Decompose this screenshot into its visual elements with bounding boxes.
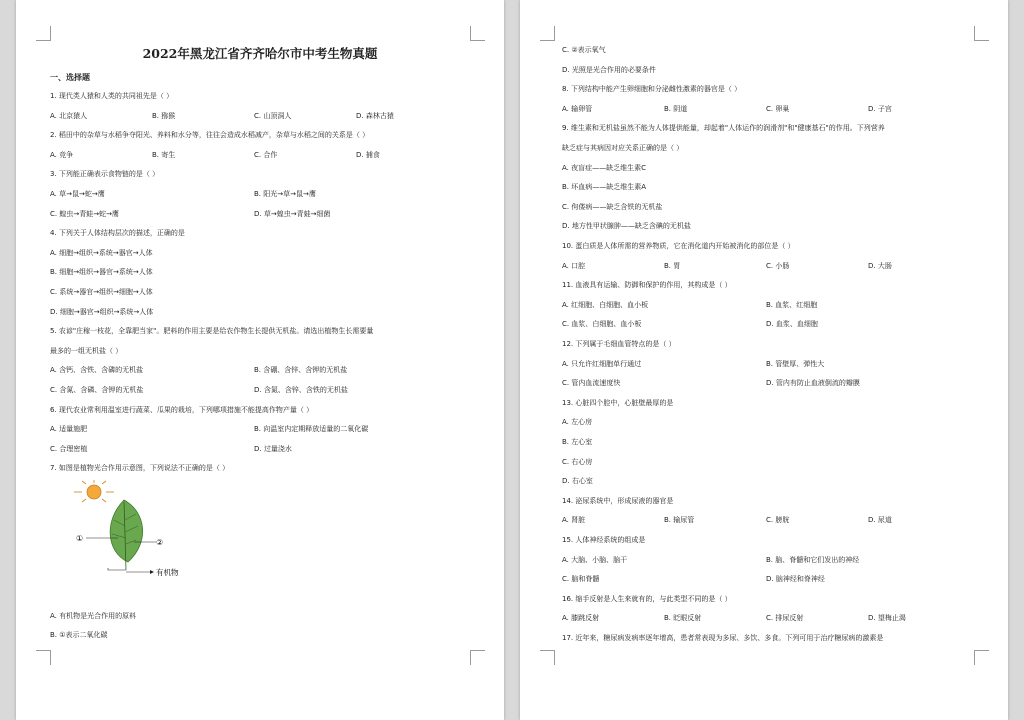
- answer-option: B. 向温室内定期释放适量的二氧化碳: [254, 425, 369, 434]
- answer-option: C. 含氮、含磷、含钾的无机盐: [50, 386, 144, 394]
- answer-option: C. 卵巢: [766, 104, 790, 113]
- answer-option: B. 细胞→组织→器官→系统→人体: [50, 268, 153, 277]
- answer-option: B. 输尿管: [664, 516, 695, 525]
- answer-option: C. 合作: [254, 150, 278, 159]
- sun-icon: [74, 480, 114, 502]
- crop-mark: [36, 26, 51, 41]
- answer-option: C. 合理密植: [50, 444, 88, 453]
- answer-option: D. 含氮、含锌、含铁的无机盐: [254, 386, 348, 394]
- question-stem: 7. 如图是植物光合作用示意图，下列说法不正确的是（ ）: [50, 464, 230, 473]
- answer-option: A. 北京猿人: [50, 111, 88, 120]
- question-stem: 10. 蛋白质是人体所需的营养物质，它在消化道内开始被消化的部位是（ ）: [562, 242, 795, 250]
- question-stem: 6. 现代农业常利用温室进行蔬菜、瓜果的栽培，下列哪项措施不能提高作物产量（ ）: [50, 405, 314, 414]
- question-stem: 9. 维生素和无机盐虽然不能为人体提供能量，却起着"人体运作的润滑剂"和"健康基石"的作用。下列营养: [562, 124, 885, 133]
- answer-option: D. 捕食: [356, 150, 380, 159]
- option-line: A. 有机物是光合作用的原料: [50, 612, 137, 620]
- answer-option: C. 膀胱: [766, 516, 790, 525]
- answer-option: D. 子宫: [868, 104, 892, 113]
- answer-option: A. 草→鼠→蛇→鹰: [50, 190, 105, 198]
- answer-option: C. 右心房: [562, 457, 593, 466]
- answer-option: D. 森林古猿: [356, 111, 394, 120]
- answer-option: D. 大肠: [868, 261, 892, 270]
- answer-option: B. 血浆、红细胞: [766, 300, 818, 309]
- answer-option: A. 大脑、小脑、脑干: [562, 555, 628, 564]
- question-stem: 14. 泌尿系统中，形成尿液的器官是: [562, 496, 674, 505]
- answer-option: C. 蝗虫→青蛙→蛇→鹰: [50, 209, 119, 218]
- figure-label-product: 有机物: [156, 568, 179, 577]
- answer-option: D. 细胞→器官→组织→系统→人体: [50, 307, 154, 316]
- answer-option: D. 管内有防止血液倒流的瓣膜: [766, 379, 860, 388]
- answer-option: B. 胃: [664, 261, 681, 270]
- answer-option: B. 坏血病——缺乏维生素A: [562, 183, 647, 192]
- document-page-1: [16, 0, 504, 720]
- answer-option: A. 竞争: [50, 150, 74, 159]
- text-line: 17. 近年来，糖尿病发病率逐年增高，患者常表现为多尿、多饮、多食。下列可用于治疗糖尿病的激素是: [562, 634, 884, 642]
- answer-option: D. 血浆、血细胞: [766, 320, 818, 329]
- answer-option: D. 脑神经和脊神经: [766, 575, 825, 584]
- answer-option: A. 口腔: [562, 261, 586, 270]
- question-stem: 11. 血液具有运输、防御和保护的作用，其构成是（ ）: [562, 281, 732, 290]
- text-line: C. ②表示氧气: [562, 46, 606, 54]
- crop-mark: [36, 650, 51, 665]
- question-stem: 1. 现代类人猿和人类的共同祖先是（ ）: [50, 92, 174, 100]
- question-stem: 13. 心脏四个腔中，心脏壁最厚的是: [562, 398, 674, 407]
- answer-option: C. 血浆、白细胞、血小板: [562, 320, 642, 329]
- text-line: D. 光照是光合作用的必要条件: [562, 65, 656, 74]
- answer-option: C. 管内血流速度快: [562, 379, 621, 388]
- answer-option: B. 左心室: [562, 438, 593, 446]
- answer-option: A. 适量施肥: [50, 425, 88, 434]
- answer-option: A. 夜盲症——缺乏维生素C: [562, 163, 647, 172]
- answer-option: B. 阳光→草→鼠→鹰: [254, 190, 316, 198]
- question-stem: 8. 下列结构中能产生卵细胞和分泌雌性激素的器官是（ ）: [562, 85, 742, 94]
- answer-option: B. 含硼、含锌、含钾的无机盐: [254, 366, 348, 375]
- crop-mark: [470, 650, 485, 665]
- answer-option: D. 草→蝗虫→青蛙→细菌: [254, 209, 331, 218]
- crop-mark: [540, 26, 555, 41]
- answer-option: C. 山顶洞人: [254, 111, 292, 120]
- figure-label-1: ①: [76, 534, 84, 543]
- answer-option: B. 眨眼反射: [664, 614, 702, 623]
- question-stem: 3. 下列能正确表示食物链的是（ ）: [50, 170, 160, 179]
- figure-label-2: ②: [156, 538, 164, 547]
- crop-mark: [540, 650, 555, 665]
- answer-option: A. 肾脏: [562, 516, 586, 525]
- answer-option: D. 尿道: [868, 516, 892, 525]
- answer-option: A. 膝跳反射: [562, 614, 600, 623]
- answer-option: A. 细胞→组织→系统→器官→人体: [50, 248, 153, 257]
- question-stem: 16. 缩手反射是人生来就有的，与此类型不同的是（ ）: [562, 594, 732, 603]
- answer-option: D. 地方性甲状腺肿——缺乏含碘的无机盐: [562, 222, 691, 231]
- photosynthesis-figure: [46, 480, 206, 580]
- answer-option: A. 左心房: [562, 418, 593, 427]
- answer-option: A. 红细胞、白细胞、血小板: [562, 300, 649, 309]
- crop-mark: [974, 650, 989, 665]
- answer-option: A. 含钙、含铁、含磷的无机盐: [50, 366, 144, 375]
- question-stem: 5. 农谚"庄稼一枝花，全靠肥当家"。肥料的作用主要是给农作物生长提供无机盐。请选出植物生长需要量: [50, 327, 374, 336]
- answer-option: C. 小肠: [766, 261, 790, 270]
- answer-option: C. 排尿反射: [766, 614, 804, 623]
- crop-mark: [974, 26, 989, 41]
- document-page-2: [520, 0, 1008, 720]
- question-stem: 15. 人体神经系统的组成是: [562, 536, 646, 544]
- answer-option: D. 过量浇水: [254, 444, 292, 453]
- page-title: 2022年黑龙江省齐齐哈尔市中考生物真题: [142, 46, 378, 61]
- answer-option: B. 寄生: [152, 150, 176, 159]
- answer-option: D. 望梅止渴: [868, 614, 906, 623]
- question-stem: 4. 下列关于人体结构层次的描述，正确的是: [50, 229, 185, 238]
- answer-option: C. 系统→器官→组织→细胞→人体: [50, 288, 153, 296]
- answer-option: A. 只允许红细胞单行通过: [562, 359, 642, 368]
- answer-option: C. 佝偻病——缺乏含铁的无机盐: [562, 202, 663, 211]
- question-stem: 12. 下列属于毛细血管特点的是（ ）: [562, 340, 676, 348]
- option-line: B. ①表示二氧化碳: [50, 631, 108, 639]
- question-stem: 2. 稻田中的杂草与水稻争夺阳光、养料和水分等，往往会造成水稻减产，杂草与水稻之间的关系是（ ）: [50, 131, 370, 140]
- section-heading: 一、选择题: [50, 73, 90, 82]
- answer-option: B. 阴道: [664, 104, 688, 113]
- answer-option: C. 脑和脊髓: [562, 575, 600, 584]
- answer-option: B. 管壁厚、弹性大: [766, 359, 825, 368]
- leaf-icon: [110, 500, 142, 570]
- answer-option: D. 右心室: [562, 477, 593, 486]
- answer-option: B. 脑、脊髓和它们发出的神经: [766, 555, 860, 564]
- question-stem-cont: 最多的一组无机盐（ ）: [50, 346, 123, 355]
- question-stem-cont: 缺乏症与其病因对应关系正确的是（ ）: [562, 144, 684, 152]
- answer-option: B. 猕猴: [152, 111, 176, 120]
- crop-mark: [470, 26, 485, 41]
- answer-option: A. 输卵管: [562, 104, 593, 113]
